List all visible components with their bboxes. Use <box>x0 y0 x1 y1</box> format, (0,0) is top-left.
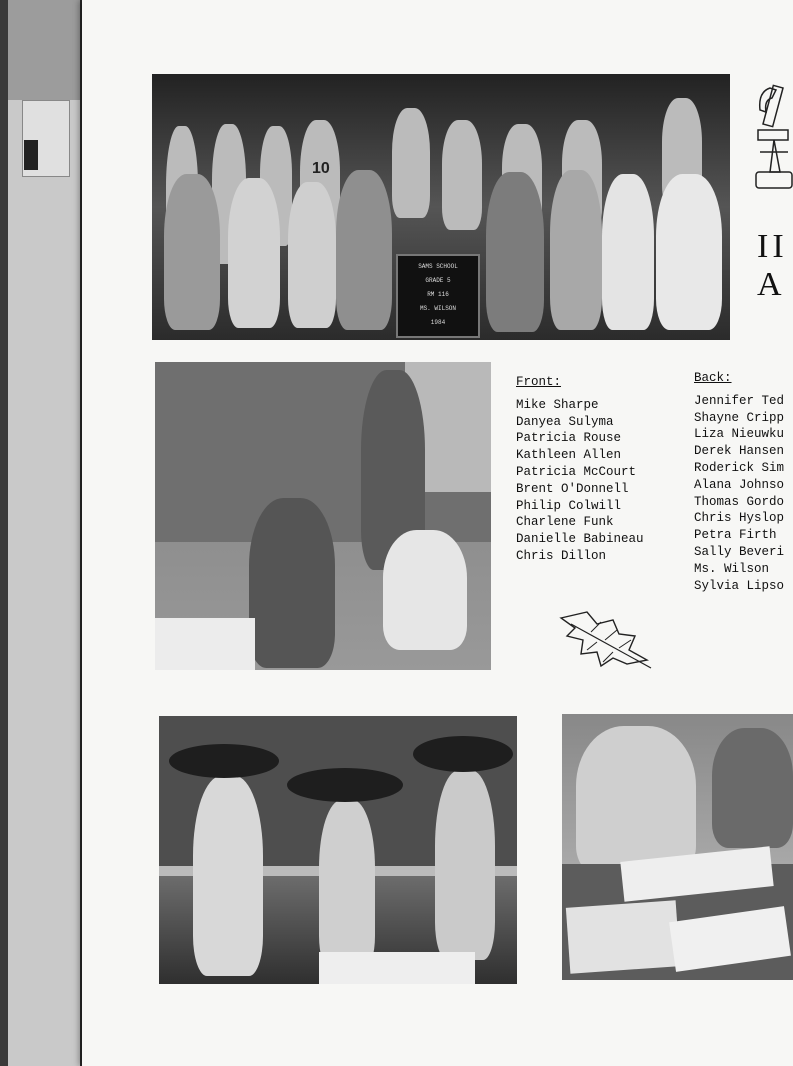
back-name: Derek Hansen <box>694 444 785 459</box>
back-name: Liza Nieuwku <box>694 427 785 442</box>
class-photo <box>152 74 730 340</box>
student-figure <box>442 120 482 230</box>
desk <box>155 618 255 670</box>
front-heading: Front: <box>516 375 562 389</box>
worksheet <box>566 900 680 974</box>
back-name: Ms. Wilson <box>694 561 770 576</box>
front-name: Charlene Funk <box>516 515 614 530</box>
front-name: Patricia Rouse <box>516 431 622 446</box>
back-name: Shayne Cripp <box>694 410 785 425</box>
sign-teacher: MS. WILSON <box>419 305 456 312</box>
seated-student <box>249 498 335 668</box>
reading-student <box>576 726 696 876</box>
student-figure <box>550 170 602 330</box>
desk <box>319 952 475 984</box>
student-figure <box>336 170 392 330</box>
back-name: Petra Firth <box>694 528 777 543</box>
student-figure <box>392 108 430 218</box>
student-with-hat <box>193 776 263 976</box>
sign-school: SAMS SCHOOL <box>418 263 458 270</box>
front-name: Chris Dillon <box>516 548 607 563</box>
sign-grade: GRADE 5 <box>425 277 451 284</box>
writing-student <box>383 530 467 650</box>
front-name: Patricia McCourt <box>516 464 637 479</box>
yearbook-page <box>82 0 793 1066</box>
binder-slot <box>24 140 38 170</box>
sombrero-hat <box>413 736 513 772</box>
sombrero-hat <box>287 768 403 802</box>
binder-clip <box>8 0 80 100</box>
student-figure <box>164 174 220 330</box>
back-row-list <box>694 370 784 594</box>
student-with-hat <box>319 800 375 970</box>
front-name: Brent O'Donnell <box>516 481 629 496</box>
back-name: Jennifer Ted <box>694 393 785 408</box>
sign-year: 1984 <box>430 319 446 326</box>
student-figure <box>486 172 544 332</box>
hats-photo <box>159 716 517 984</box>
back-name: Roderick Sim <box>694 460 785 475</box>
student-figure <box>656 174 722 330</box>
front-name: Mike Sharpe <box>516 397 599 412</box>
reading-photo <box>562 714 793 980</box>
shirt-number: 10 <box>312 160 330 177</box>
front-name: Danielle Babineau <box>516 532 644 547</box>
back-heading: Back: <box>694 371 732 385</box>
class-sign <box>396 254 480 338</box>
page-title-fragment: II A <box>757 228 788 303</box>
chalkboard-photo <box>155 362 491 670</box>
back-name: Chris Hyslop <box>694 511 785 526</box>
student-figure <box>602 174 654 330</box>
reading-student <box>712 728 793 848</box>
front-name: Kathleen Allen <box>516 448 622 463</box>
front-row-list <box>516 374 644 565</box>
back-name: Thomas Gordo <box>694 494 785 509</box>
student-with-hat <box>435 770 495 960</box>
back-name: Sally Beveri <box>694 544 785 559</box>
student-figure <box>228 178 280 328</box>
sombrero-hat <box>169 744 279 778</box>
student-figure <box>288 182 336 328</box>
front-name: Danyea Sulyma <box>516 414 614 429</box>
binder-edge <box>0 0 80 1066</box>
back-name: Alana Johnso <box>694 477 785 492</box>
front-name: Philip Colwill <box>516 498 622 513</box>
back-name: Sylvia Lipso <box>694 578 785 593</box>
leaf-icon <box>557 606 657 672</box>
microscope-icon <box>754 82 793 208</box>
sign-room: RM 116 <box>427 291 449 298</box>
